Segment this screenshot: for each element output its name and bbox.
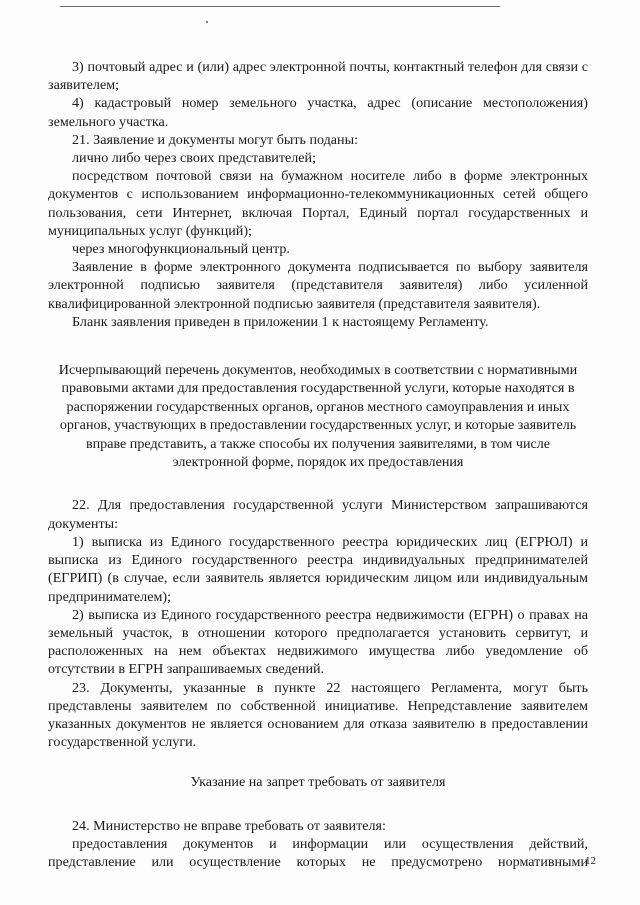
section-heading-prohibition: Указание на запрет требовать от заявителя <box>190 774 446 791</box>
section-heading-documents-list: Исчерпывающий перечень документов, необходимых в соответствии с нормативными правовыми актами для предоставления государственной услуги, которые находятся в распоряжении государственных органов, органов местного самоуправления и иных органов, участвующих в предоставлении государственных услуг, и которые заявитель вправе представить, а также способы их получения заявителями, в том числе электронной форме, порядок их предоставления <box>58 362 578 471</box>
document-page <box>48 58 588 871</box>
page-number: 12 <box>585 855 596 867</box>
paragraph-form-blank: Бланк заявления приведен в приложении 1 к настоящему Регламенту. <box>72 313 489 330</box>
paragraph-24-item: предоставления документов и информации или осуществления действий, представление или осуществление которых не предусмотрено нормативными <box>48 835 588 870</box>
paragraph-24: 24. Министерство не вправе требовать от заявителя: <box>72 817 386 834</box>
paragraph-postal: посредством почтовой связи на бумажном носителе либо в форме электронных документов с использованием информационно-телекоммуникационных сетей общего пользования, сети Интернет, включая Портал, Единый портал государственных и муниципальных услуг (функций); <box>48 168 588 239</box>
paragraph-item-4: 4) кадастровый номер земельного участка, адрес (описание местоположения) земельного участка. <box>48 95 588 130</box>
paragraph-22-item-1: 1) выписка из Единого государственного реестра юридических лиц (ЕГРЮЛ) и выписка из Единого государственного реестра индивидуальных предпринимателей (ЕГРИП) (в случае, если заявитель является юридическим лицом или индивидуальным предпринимателем); <box>48 533 588 605</box>
scan-edge-line <box>60 6 500 7</box>
paragraph-e-signature: Заявление в форме электронного документа подписывается по выбору заявителя электронной подписью заявителя (представителя заявителя) либо усиленной квалифицированной электронной подписью заявителя (представителя заявителя). <box>48 259 588 312</box>
scan-speck <box>206 21 208 23</box>
paragraph-item-3: 3) почтовый адрес и (или) адрес электронной почты, контактный телефон для связи с заявителем; <box>48 59 588 94</box>
paragraph-22: 22. Для предоставления государственной услуги Министерством запрашиваются документы: <box>48 497 588 532</box>
paragraph-21: 21. Заявление и документы могут быть поданы: <box>72 131 358 148</box>
paragraph-mfc: через многофункциональный центр. <box>72 241 290 258</box>
paragraph-in-person: лично либо через своих представителей; <box>72 150 317 167</box>
paragraph-22-item-2: 2) выписка из Единого государственного реестра недвижимости (ЕГРН) о правах на земельный участок, в отношении которого предполагается установить сервитут, и расположенных на нем объектах недвижимого имущества либо уведомление об отсутствии в ЕГРН запрашиваемых сведений. <box>48 606 588 678</box>
paragraph-23: 23. Документы, указанные в пункте 22 настоящего Регламента, могут быть представлены заявителем по собственной инициативе. Непредставление заявителем указанных документов не является основанием для отказа заявителю в предоставлении государственной услуги. <box>48 679 588 751</box>
